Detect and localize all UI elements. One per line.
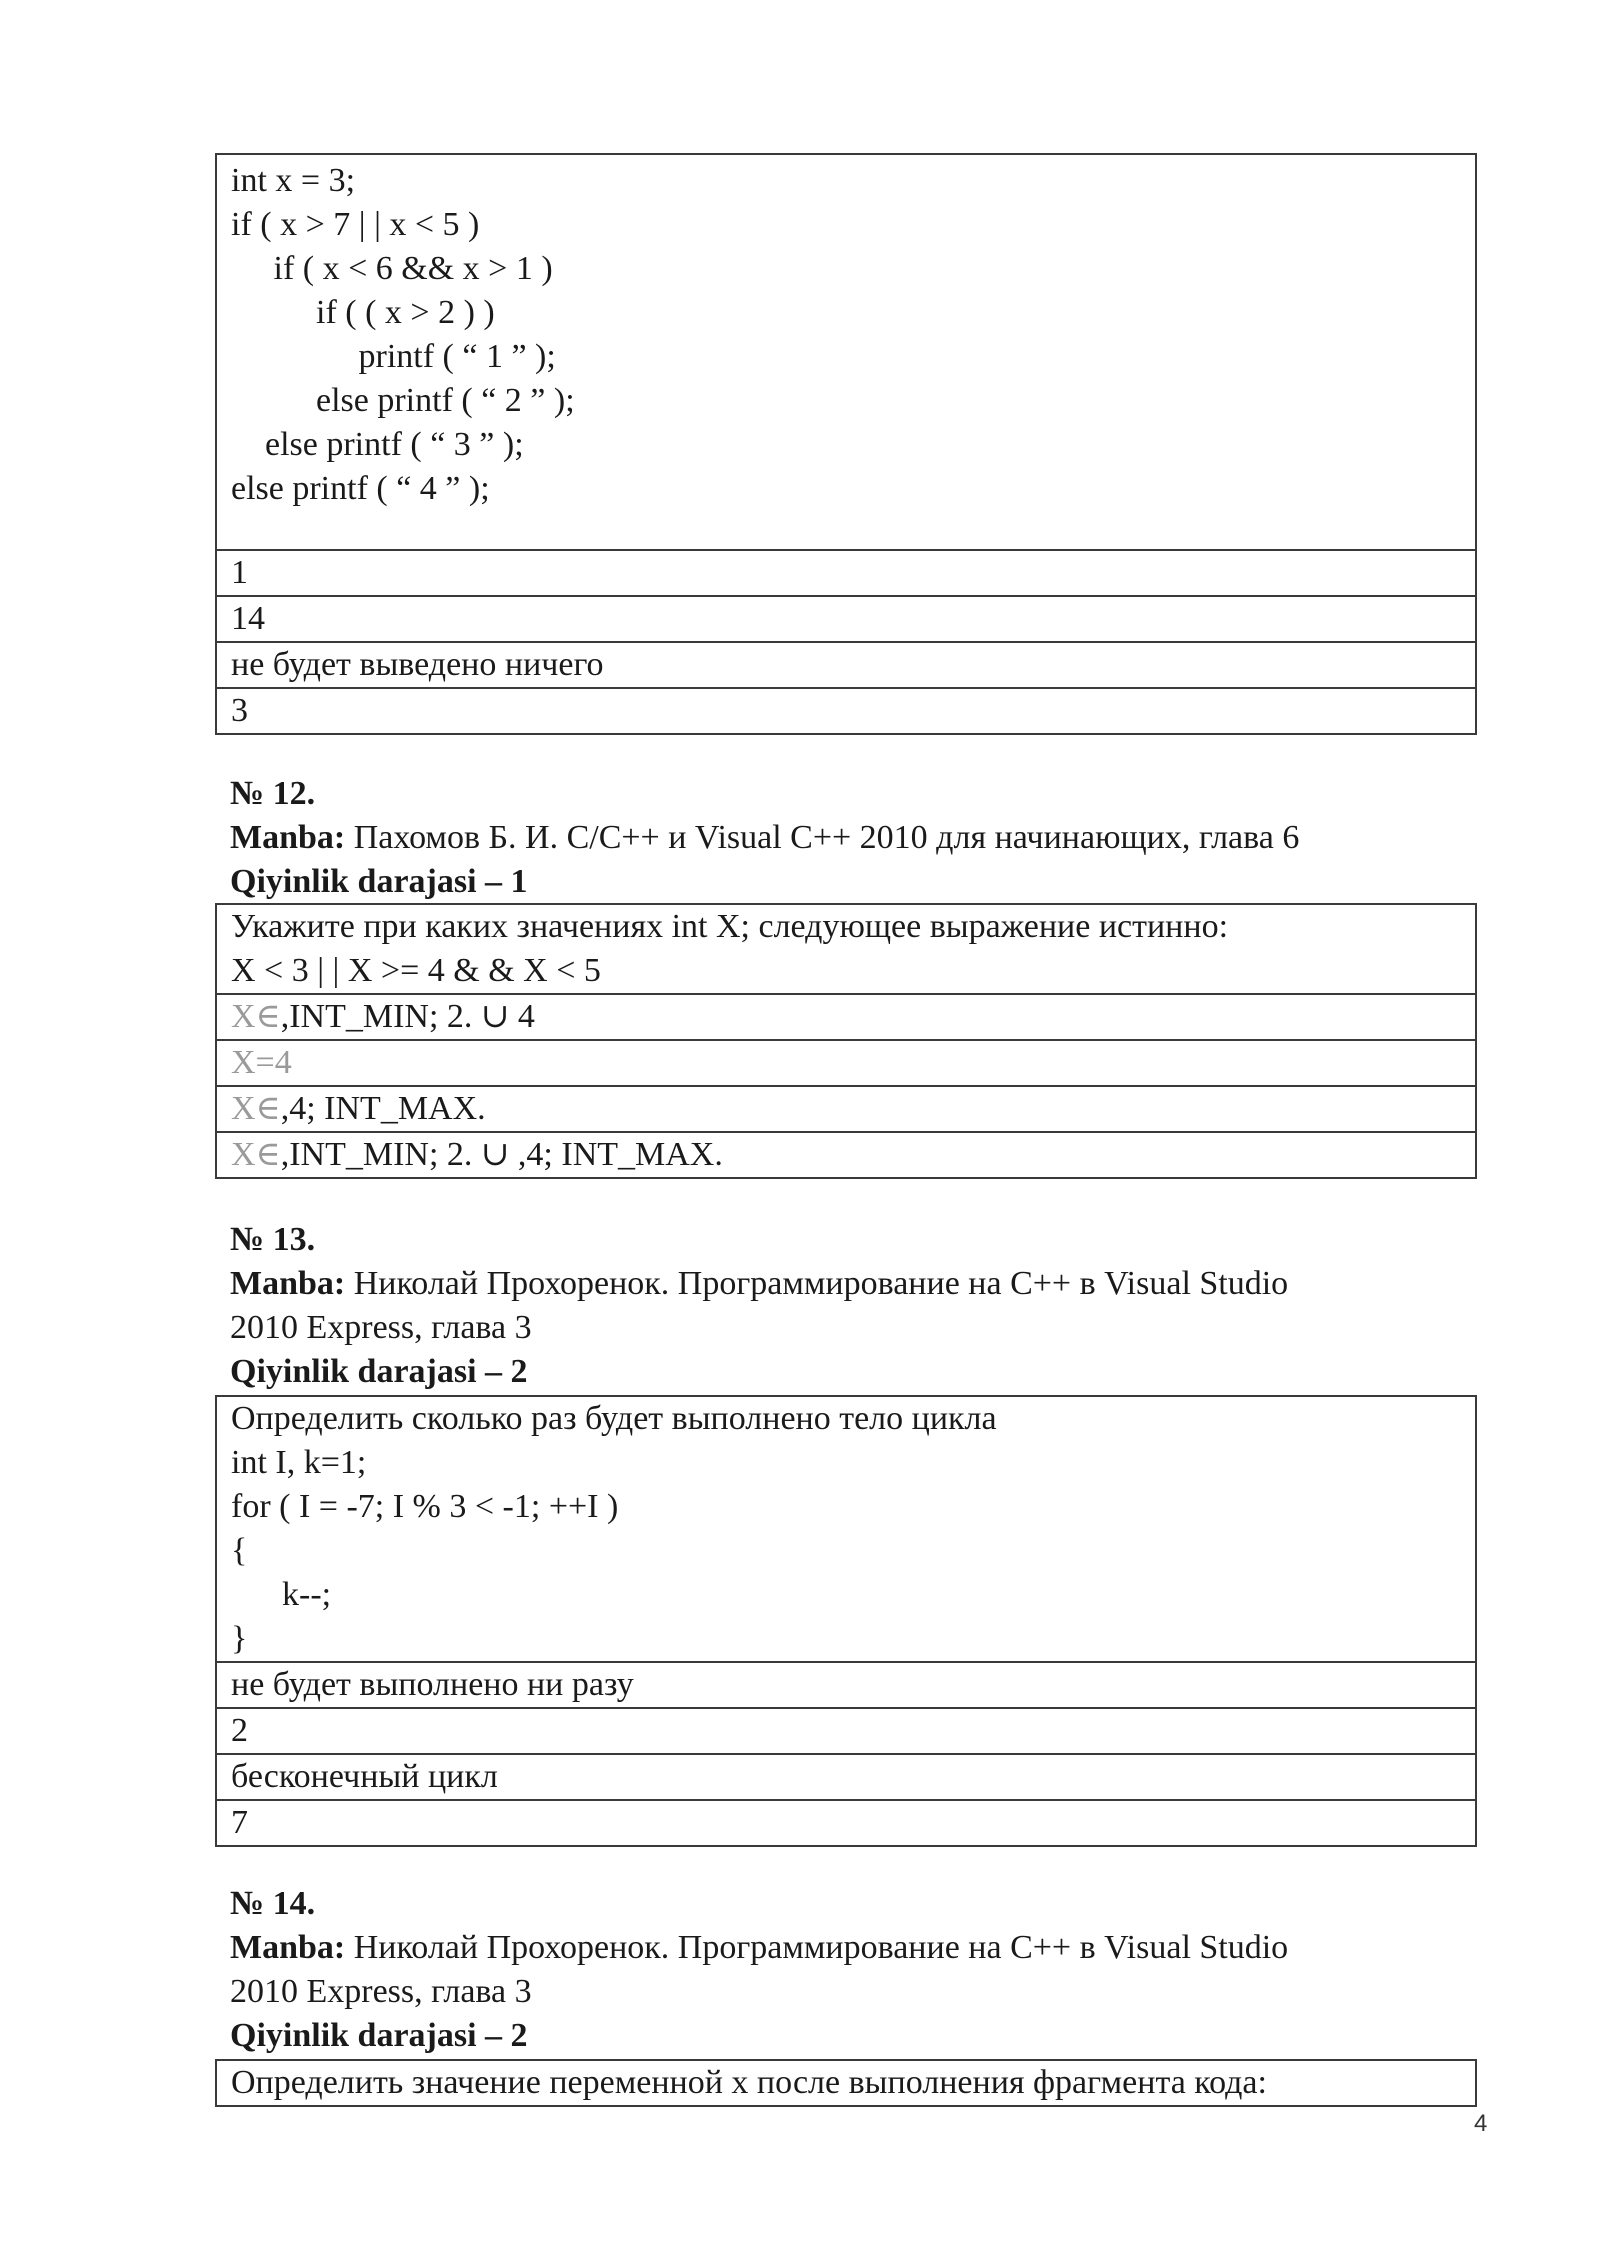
answer-option: 14 [216, 596, 1476, 642]
code-line: int x = 3; [231, 162, 356, 199]
answer-prefix: X∈ [231, 1136, 281, 1173]
question-text: Определить сколько раз будет выполнено тело цикла [231, 1400, 997, 1437]
question-expression: X < 3 | | X >= 4 & & X < 5 [231, 952, 601, 989]
source-label: Manba: [230, 819, 346, 856]
code-line: { [231, 1532, 248, 1569]
source-text: Николай Прохоренок. Программирование на C++ в Visual Studio [345, 1929, 1289, 1966]
answer-prefix: X=4 [231, 1044, 292, 1081]
answer-option: 2 [216, 1708, 1476, 1754]
q13-question-cell [216, 1396, 1476, 1662]
code-line: else printf ( “ 3 ” ); [231, 426, 524, 463]
answer-option: 3 [216, 688, 1476, 734]
question-number: № 12. [230, 775, 316, 812]
difficulty-level: Qiyinlik darajasi – 1 [230, 863, 528, 900]
question-text: Укажите при каких значениях int X; следующее выражение истинно: [231, 908, 1229, 945]
q14-table [215, 2059, 1477, 2107]
code-line: k--; [231, 1576, 332, 1613]
source-text: Пахомов Б. И. C/C++ и Visual C++ 2010 для начинающих, глава 6 [345, 819, 1300, 856]
source-label: Manba: [230, 1929, 346, 1966]
question-number: № 14. [230, 1885, 316, 1922]
source-line [230, 1262, 1470, 1306]
q12-table [215, 903, 1477, 1179]
answer-text: ,INT_MIN; 2. ∪ 4 [280, 998, 535, 1035]
code-line: } [231, 1620, 248, 1657]
question-number: № 13. [230, 1221, 316, 1258]
source-text-continued: 2010 Express, глава 3 [230, 1973, 532, 2010]
page-number: 4 [1474, 2110, 1488, 2137]
code-line: else printf ( “ 2 ” ); [231, 382, 575, 419]
source-line [230, 816, 1470, 860]
q12-header [230, 772, 1470, 904]
source-text: Николай Прохоренок. Программирование на C++ в Visual Studio [345, 1265, 1289, 1302]
answer-text: ,INT_MIN; 2. ∪ ,4; INT_MAX. [280, 1136, 723, 1173]
answer-option [216, 1132, 1476, 1178]
q12-question-cell [216, 904, 1476, 994]
q11-code-cell [216, 154, 1476, 550]
answer-prefix: X∈ [231, 998, 281, 1035]
q13-header [230, 1218, 1470, 1394]
question-text: Определить значение переменной x после выполнения фрагмента кода: [216, 2060, 1476, 2106]
q11-table [215, 153, 1477, 735]
source-label: Manba: [230, 1265, 346, 1302]
code-line: if ( x < 6 && x > 1 ) [231, 250, 553, 287]
answer-option: бесконечный цикл [216, 1754, 1476, 1800]
answer-option: 1 [216, 550, 1476, 596]
code-line: printf ( “ 1 ” ); [231, 338, 556, 375]
code-line: if ( ( x > 2 ) ) [231, 294, 495, 331]
q13-table [215, 1395, 1477, 1847]
source-line [230, 1926, 1470, 1970]
code-line: if ( x > 7 | | x < 5 ) [231, 206, 480, 243]
q14-header [230, 1882, 1470, 2058]
answer-option [216, 994, 1476, 1040]
answer-option: 7 [216, 1800, 1476, 1846]
difficulty-level: Qiyinlik darajasi – 2 [230, 2017, 528, 2054]
answer-option [216, 1086, 1476, 1132]
answer-text: ,4; INT_MAX. [280, 1090, 486, 1127]
answer-option: не будет выполнено ни разу [216, 1662, 1476, 1708]
code-line: int I, k=1; [231, 1444, 367, 1481]
answer-option [216, 1040, 1476, 1086]
answer-option: не будет выведено ничего [216, 642, 1476, 688]
difficulty-level: Qiyinlik darajasi – 2 [230, 1353, 528, 1390]
answer-prefix: X∈ [231, 1090, 281, 1127]
code-line: else printf ( “ 4 ” ); [231, 470, 490, 507]
source-text-continued: 2010 Express, глава 3 [230, 1309, 532, 1346]
code-line: for ( I = -7; I % 3 < -1; ++I ) [231, 1488, 619, 1525]
